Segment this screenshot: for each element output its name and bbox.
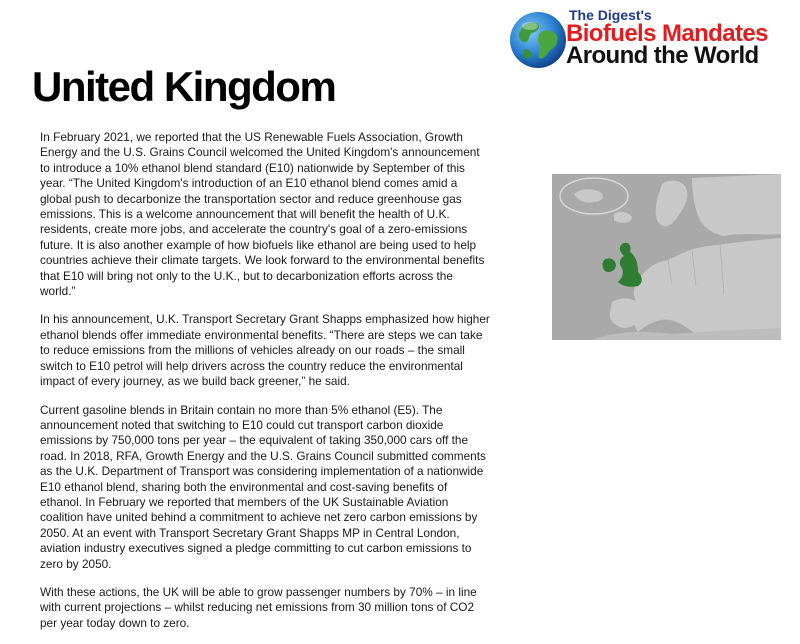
globe-icon — [508, 10, 568, 70]
article-body — [40, 130, 490, 644]
logo-title-line2: Around the World — [566, 42, 759, 69]
logo-title-line1: Biofuels Mandates — [566, 20, 768, 47]
paragraph-4: With these actions, the UK will be able to grow passenger numbers by 70% – in line with current projections – whilst reducing net emissions from 30 million tons of CO2 per year today down to zero. — [40, 584, 477, 630]
paragraph-2: In his announcement, U.K. Transport Secretary Grant Shapps emphasized how higher ethanol blends offer immediate environmental benefits. “There are steps we can take to reduce emissions from the millions of vehicles already on our roads – the small switch to E10 petrol will help drivers across the country reduce the environmental impact of every journey, as we build back greener,” he said. — [40, 312, 490, 389]
europe-locator-map-icon — [552, 174, 781, 340]
paragraph-3: Current gasoline blends in Britain contain no more than 5% ethanol (E5). The announcement noted that switching to E10 could cut transport carbon dioxide emissions by 750,000 tons per year – the equivalent of taking 350,000 cars off the road. In 2018, RFA, Growth Energy and the U.S. Grains Council submitted comments as the U.K. Department of Transport was considering implementation of a nationwide E10 ethanol blend, sharing both the environmental and cost-saving benefits of ethanol. In February we reported that members of the UK Sustainable Aviation coalition have united behind a commitment to achieve net zero carbon emissions by 2050. At an event with Transport Secretary Grant Shapps MP in Central London, aviation industry executives signed a pledge committing to cut carbon emissions to zero by 2050. — [40, 402, 486, 571]
logo-tagline: The Digest's — [569, 7, 652, 23]
page-title: United Kingdom — [32, 63, 336, 110]
digest-logo — [508, 6, 793, 72]
paragraph-1: In February 2021, we reported that the US Renewable Fuels Association, Growth Energy and the U.S. Grains Council welcomed the United Kingdom's announcement to introduce a 10% ethanol blend standard (E10) nationwide by September of this year. “The United Kingdom's introduction of an E10 ethanol blend comes amid a global push to decarbonize the transportation sector and reduce greenhouse gas emissions. This is a welcome announcement that will benefit the health of U.K. residents, create more jobs, and accelerate the country's goal of a zero-emissions future. It is also another example of how biofuels like ethanol are being used to help countries achieve their climate targets. We look forward to the environmental benefits that E10 will bring not only to the U.K., but to decarbonization efforts across the world.” — [40, 130, 485, 299]
